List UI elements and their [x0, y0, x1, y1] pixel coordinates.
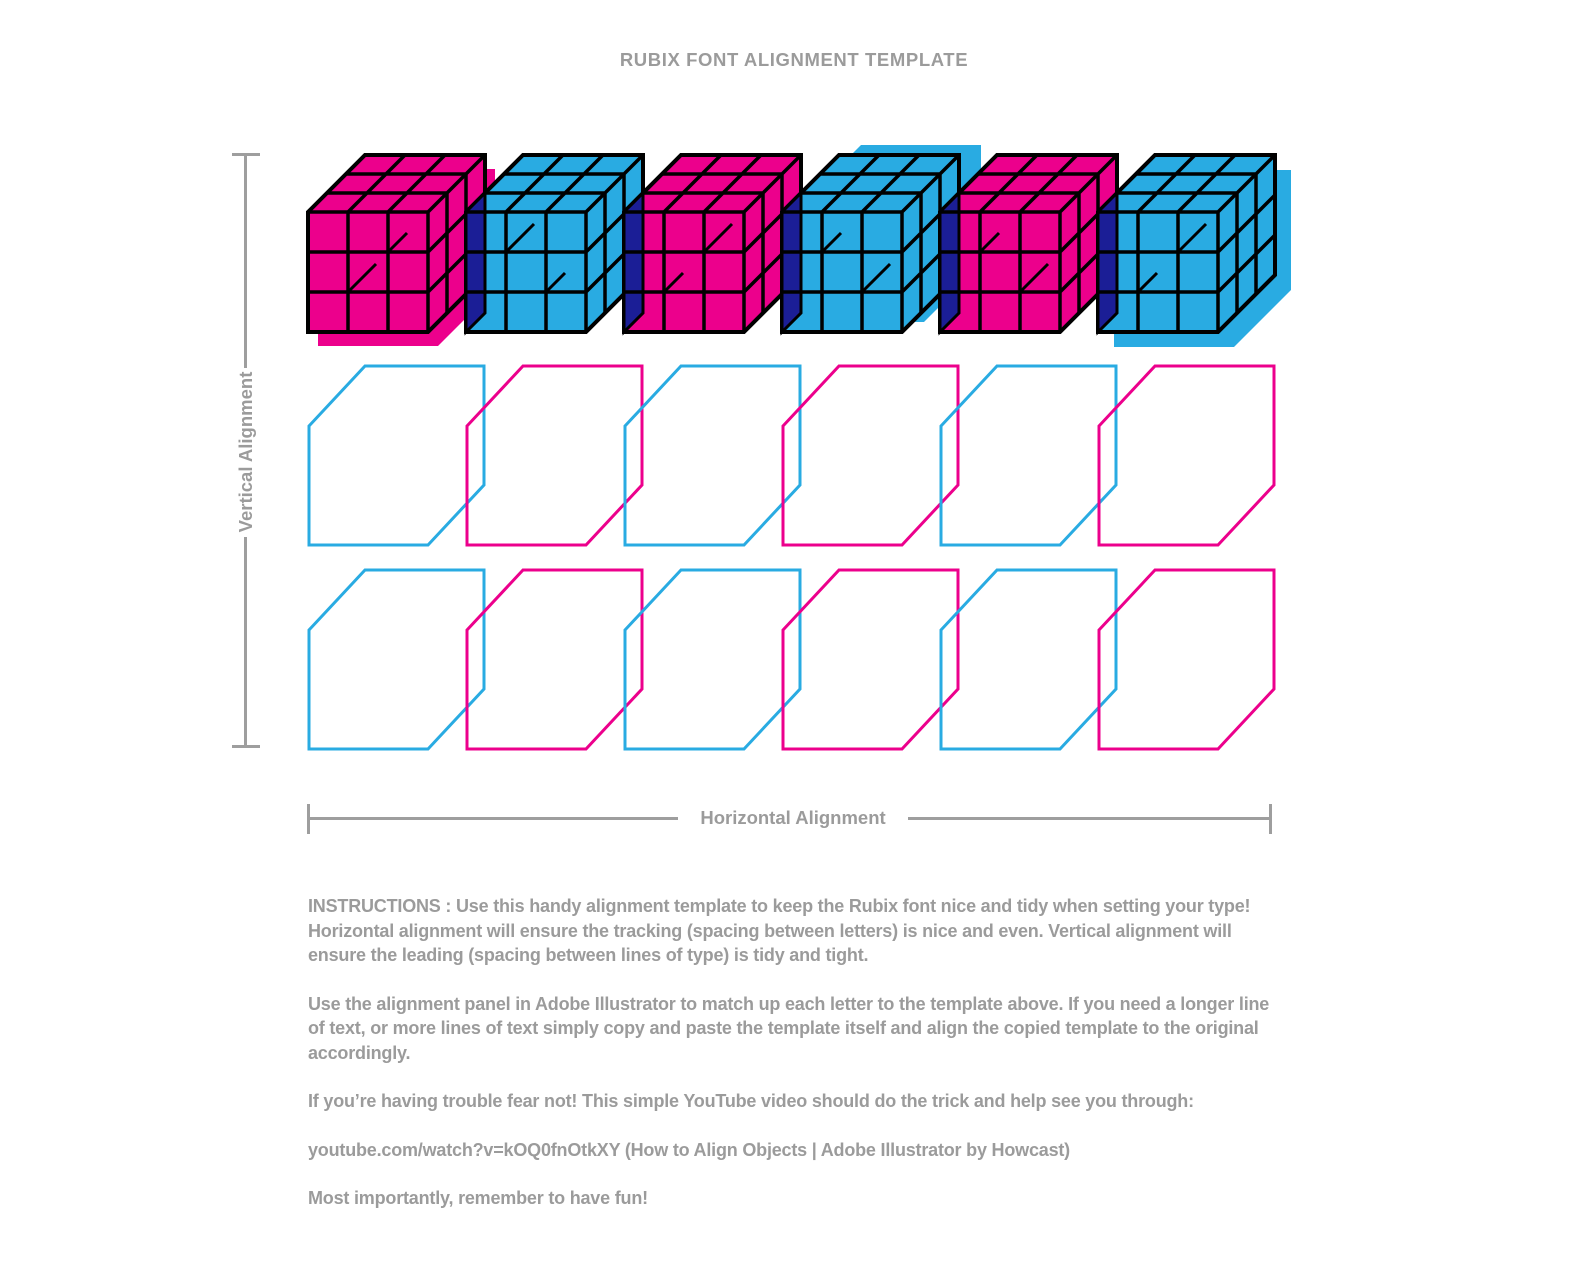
- outline-cube-row1-3: [625, 366, 800, 545]
- horizontal-bracket-line-right: [908, 817, 1272, 820]
- outline-cube-row1-6: [1099, 366, 1274, 545]
- page-title: RUBIX FONT ALIGNMENT TEMPLATE: [619, 49, 969, 70]
- horizontal-bracket-line-left: [307, 817, 678, 820]
- instructions-block: [308, 894, 1278, 1235]
- instructions-paragraph-5: Most importantly, remember to have fun!: [308, 1188, 648, 1208]
- instructions-paragraph-2: Use the alignment panel in Adobe Illustrator to match up each letter to the template above. If you need a longer line of text, or more lines of text simply copy and paste the template itself and align the copied template to the original accordingly.: [308, 993, 1270, 1063]
- outline-cube-row1-1: [309, 366, 484, 545]
- outline-cube-row2-5: [941, 570, 1116, 749]
- horizontal-bracket-right-tick: [1269, 804, 1272, 834]
- outline-cube-row2-3: [625, 570, 800, 749]
- cube-overlap-shadow: [624, 193, 643, 332]
- vertical-bracket-line-lower: [244, 537, 247, 748]
- cube-overlap-shadow: [1098, 193, 1117, 332]
- youtube-link-text: youtube.com/watch?v=kOQ0fnOtkXY (How to Align Objects | Adobe Illustrator by Howcast): [308, 1139, 1070, 1160]
- outline-cube-row2-2: [467, 570, 642, 749]
- cube-overlap-shadow: [466, 193, 485, 332]
- vertical-alignment-label: Vertical Alignment: [235, 371, 256, 533]
- outline-cube-row1-2: [467, 366, 642, 545]
- vertical-bracket-bottom-tick: [232, 745, 260, 748]
- outline-cube-row2-6: [1099, 570, 1274, 749]
- horizontal-alignment-label: Horizontal Alignment: [700, 807, 886, 828]
- instructions-paragraph-3: If you’re having trouble fear not! This simple YouTube video should do the trick and help see you through:: [308, 1091, 1194, 1111]
- cube-letter-6: [1098, 155, 1291, 347]
- outline-cube-row2-4: [783, 570, 958, 749]
- outline-cube-row2-1: [309, 570, 484, 749]
- outline-cube-row1-5: [941, 366, 1116, 545]
- cube-overlap-shadow: [940, 193, 959, 332]
- cube-overlap-shadow: [782, 193, 801, 332]
- instructions-paragraph-1: INSTRUCTIONS : Use this handy alignment template to keep the Rubix font nice and tidy when setting your type! Horizontal alignment will ensure the tracking (spacing between letters) is nice and even. Vertical alignment will ensure the leading (spacing between lines of type) is tidy and tight.: [308, 896, 1251, 965]
- outline-cube-row1-4: [783, 366, 958, 545]
- cube-letter-3: [624, 155, 801, 332]
